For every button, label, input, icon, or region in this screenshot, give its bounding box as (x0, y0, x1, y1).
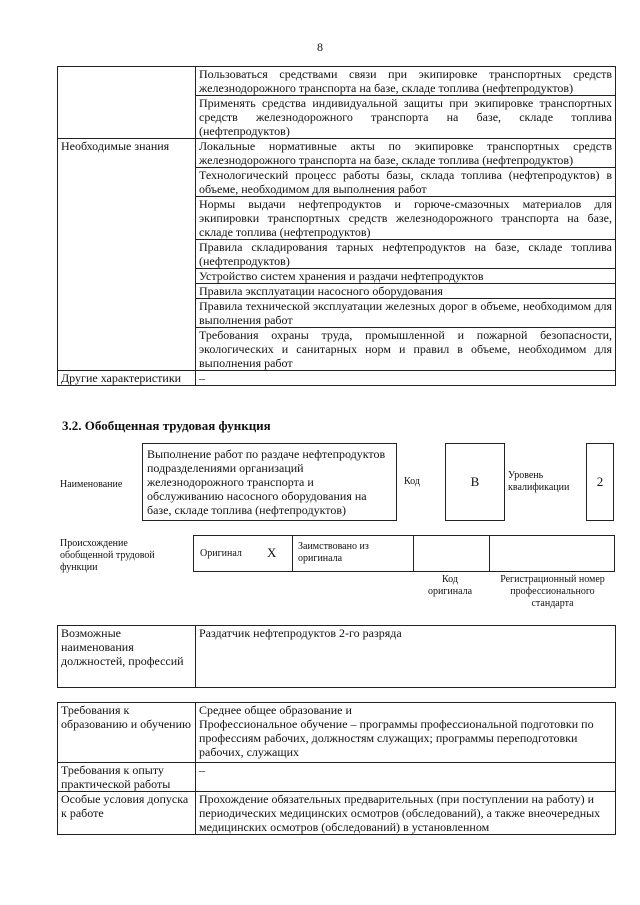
requirement-value: Прохождение обязательных предварительных (при поступлении на работу) и периодических медицинских осмотров (обследований), а также внеочередных медицинских осмотров (обследований) в установленном (196, 792, 616, 835)
row-label: Необходимые знания (58, 139, 196, 371)
table-row (58, 763, 616, 792)
positions-table (57, 625, 616, 688)
requirements-table (57, 702, 616, 835)
row-label (58, 67, 196, 139)
borrowed-label: Заимствовано из оригинала (298, 541, 369, 564)
requirement-label: Требования к опыту практической работы (58, 763, 196, 792)
list-item: Правила эксплуатации насосного оборудования (196, 284, 616, 299)
table-row (58, 67, 616, 96)
positions-value: Раздатчик нефтепродуктов 2-го разряда (196, 626, 616, 688)
list-item: Применять средства индивидуальной защиты при экипировке транспортных средств железнодорожного транспорта на базе, складе топлива (нефтепродуктов) (196, 96, 616, 139)
section-title: 3.2. Обобщенная трудовая функция (62, 418, 271, 433)
table-row (58, 139, 616, 168)
table-row (58, 371, 616, 386)
code-box (445, 443, 505, 521)
list-item: Правила складирования тарных нефтепродуктов на базе, складе топлива (нефтепродуктов) (196, 240, 616, 269)
name-label: Наименование (60, 479, 123, 490)
level-box (586, 443, 614, 521)
list-item: Требования охраны труда, промышленной и пожарной безопасности, экологических и санитарных норм и правил в объеме, необходимом для выполнения работ (196, 328, 616, 371)
table-row (58, 626, 616, 688)
list-item: Локальные нормативные акты по экипировке транспортных средств железнодорожного транспорта на базе, складе топлива (нефтепродуктов) (196, 139, 616, 168)
requirement-label: Особые условия допуска к работе (58, 792, 196, 835)
origin-label: Происхождение обобщенной трудовой функции (60, 538, 155, 573)
original-label: Оригинал (200, 548, 242, 559)
origin-box (193, 535, 615, 572)
list-item: Правила технической эксплуатации железных дорог в объеме, необходимом для выполнения работ (196, 299, 616, 328)
requirement-value: – (196, 763, 616, 792)
list-item: Нормы выдачи нефтепродуктов и горюче-смазочных материалов для экипировки транспортных средств железнодорожного транспорта на базе, складе топлива (нефтепродуктов) (196, 197, 616, 240)
list-item: Пользоваться средствами связи при экипировке транспортных средств железнодорожного транспорта на базе, складе топлива (нефтепродуктов) (196, 67, 616, 96)
table-row (58, 792, 616, 835)
registration-caption: Регистрационный номер профессионального стандарта (500, 574, 605, 609)
row-label: Другие характеристики (58, 371, 196, 386)
list-item: – (196, 371, 616, 386)
code-value: В (470, 474, 480, 489)
code-label: Код (404, 476, 420, 487)
table-row (58, 703, 616, 763)
list-item: Технологический процесс работы базы, склада топлива (нефтепродуктов) в объеме, необходимом для выполнения работ (196, 168, 616, 197)
positions-label: Возможные наименования должностей, профессий (58, 626, 196, 688)
knowledge-table (57, 66, 616, 386)
page-number: 8 (317, 40, 323, 54)
level-label: Уровень квалификации (508, 470, 570, 493)
requirement-value: Среднее общее образование и Профессиональное обучение – программы профессиональной подготовки по профессиям рабочих, должностям служащих; программы переподготовки рабочих, служащих (196, 703, 616, 763)
list-item: Устройство систем хранения и раздачи нефтепродуктов (196, 269, 616, 284)
code-caption: Код оригинала (427, 574, 473, 597)
function-name-box (142, 443, 397, 521)
level-value: 2 (596, 474, 604, 489)
original-mark: Х (267, 545, 277, 560)
requirement-label: Требования к образованию и обучению (58, 703, 196, 763)
function-name: Выполнение работ по раздаче нефтепродуктов подразделениями организаций железнодорожного транспорта и обслуживанию насосного оборудования на базе, складе топлива (нефтепродуктов) (147, 447, 386, 517)
